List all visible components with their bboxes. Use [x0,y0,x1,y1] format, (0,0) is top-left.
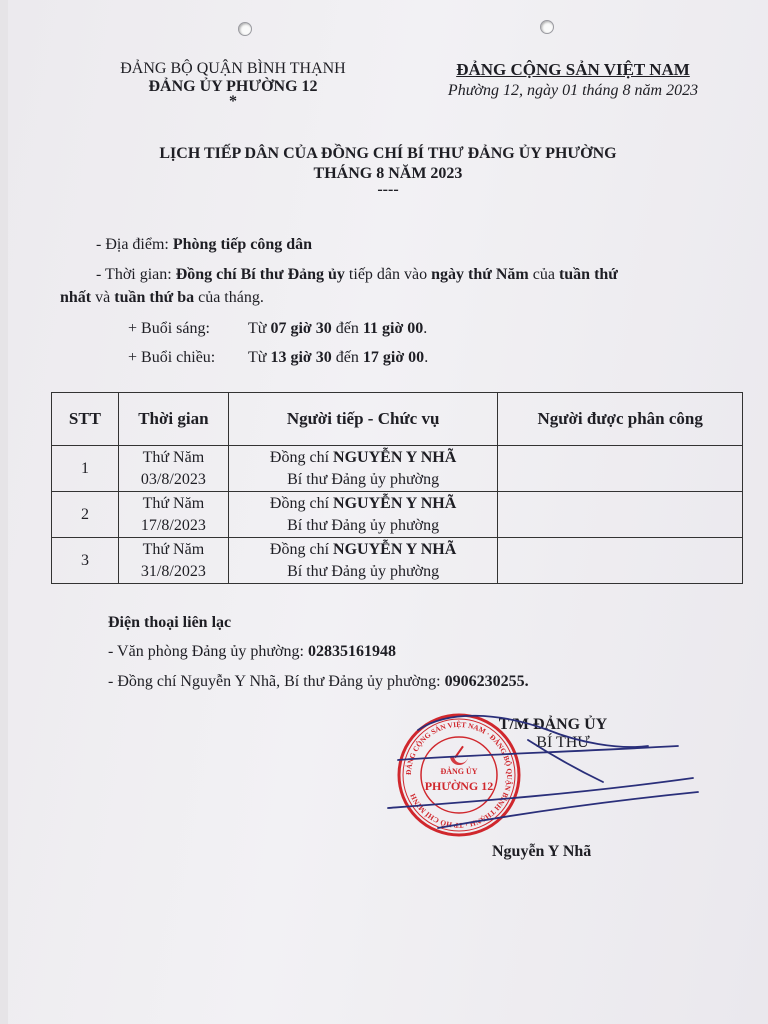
morning-start: 07 giờ 30 [270,320,332,337]
receiver-name: NGUYỄN Y NHÃ [333,540,457,558]
row-receiver [228,492,498,538]
signer-name: Nguyễn Y Nhã [492,843,592,860]
receiver-role: Bí thư Đảng ủy phường [287,470,440,488]
receiver-prefix: Đồng chí [269,448,334,466]
title-divider: ---- [377,181,399,198]
receiver-name: NGUYỄN Y NHÃ [333,494,457,512]
time-text: và [91,289,115,306]
time-line-continued [60,289,264,307]
location-line [96,236,312,254]
location-label: - Địa điểm: [96,236,173,253]
session-text: đến [331,320,363,337]
seal-center-main: PHƯỜNG 12 [424,779,494,793]
signature-position: BÍ THƯ [536,734,590,751]
handwritten-signature [378,700,708,840]
location-value: Phòng tiếp công dân [172,236,313,253]
party-heading [413,60,733,100]
morning-end: 11 giờ 00 [362,320,424,337]
receiver-role: Bí thư Đảng ủy phường [287,562,440,580]
contact-office [108,643,396,661]
office-phone: 02835161948 [307,643,396,660]
office-label: - Văn phòng Đảng ủy phường: [108,643,308,660]
session-text: Từ [248,349,271,366]
row-number: 3 [52,538,119,584]
afternoon-label: + Buổi chiều: [128,349,216,366]
punch-hole [540,20,554,34]
time-text: của tháng. [194,289,264,306]
row-assigned [498,538,743,584]
row-number: 2 [52,492,119,538]
secretary-phone: 0906230255. [444,673,529,690]
table-header-row [52,393,743,446]
time-day: ngày thứ Năm [431,266,529,283]
table-row [52,538,743,584]
title-line1: LỊCH TIẾP DÂN CỦA ĐỒNG CHÍ BÍ THƯ ĐẢNG ỦY PHƯỜNG [159,145,617,162]
document-page [8,0,768,1024]
morning-label: + Buổi sáng: [128,320,210,337]
row-receiver [228,538,498,584]
row-assigned [498,446,743,492]
schedule-table [51,392,743,584]
party-committee-district: ĐẢNG BỘ QUẬN BÌNH THẠNH [120,60,346,77]
afternoon-start: 13 giờ 30 [270,349,332,366]
time-week: tuần thứ [558,266,618,283]
row-date: 31/8/2023 [140,562,206,580]
receiver-name-line [229,493,498,515]
receiver-name-line [229,539,498,561]
row-date: 03/8/2023 [140,470,206,488]
time-line [96,266,618,284]
receiver-name-line [229,447,498,469]
receiver-prefix: Đồng chí [269,540,334,558]
column-header-time: Thời gian [118,393,228,446]
session-text: Từ [248,320,271,337]
place-date: Phường 12, ngày 01 tháng 8 năm 2023 [447,82,699,99]
time-officer: Đồng chí Bí thư Đảng ủy [175,266,345,283]
seal-center-top: ĐẢNG ỦY [440,767,478,776]
table-row [52,492,743,538]
row-time [118,446,228,492]
contact-secretary [108,673,529,691]
party-committee-ward: ĐẢNG ỦY PHƯỜNG 12 [148,78,318,95]
time-text: của [528,266,559,283]
afternoon-session [128,349,428,367]
row-number: 1 [52,446,119,492]
afternoon-end: 17 giờ 00 [362,349,425,366]
time-week-first: nhất [60,289,92,306]
contact-heading: Điện thoại liên lạc [108,614,232,631]
session-text: . [423,320,428,337]
document-title [8,145,768,197]
receiver-prefix: Đồng chí [269,494,334,512]
punch-hole [238,22,252,36]
row-weekday: Thứ Năm [142,494,205,512]
session-text: đến [331,349,363,366]
row-receiver [228,446,498,492]
column-header-receiver: Người tiếp - Chức vụ [228,393,498,446]
row-date: 17/8/2023 [140,516,206,534]
secretary-label: - Đồng chí Nguyễn Y Nhã, Bí thư Đảng ủy phường: [108,673,445,690]
session-text: . [424,349,429,366]
row-time [118,492,228,538]
morning-session [128,320,427,338]
signature-title: T/M ĐẢNG ỦY [498,716,608,733]
column-header-stt: STT [52,393,119,446]
issuing-body [83,60,383,108]
table-row [52,446,743,492]
row-assigned [498,492,743,538]
header-star: * [229,93,237,110]
receiver-role: Bí thư Đảng ủy phường [287,516,440,534]
time-text: tiếp dân vào [344,266,432,283]
row-time [118,538,228,584]
row-weekday: Thứ Năm [142,540,205,558]
column-header-assigned: Người được phân công [498,393,743,446]
party-name: ĐẢNG CỘNG SẢN VIỆT NAM [456,60,690,79]
receiver-name: NGUYỄN Y NHÃ [333,448,457,466]
seal-ring-text: ĐẢNG CỘNG SẢN VIỆT NAM · ĐẢNG BỘ QUẬN BÌNH THẠNH · TP HỒ CHÍ MINH [403,719,515,831]
title-line2: THÁNG 8 NĂM 2023 [313,165,463,182]
row-weekday: Thứ Năm [142,448,205,466]
time-week-third: tuần thứ ba [114,289,195,306]
time-label: - Thời gian: [96,266,176,283]
